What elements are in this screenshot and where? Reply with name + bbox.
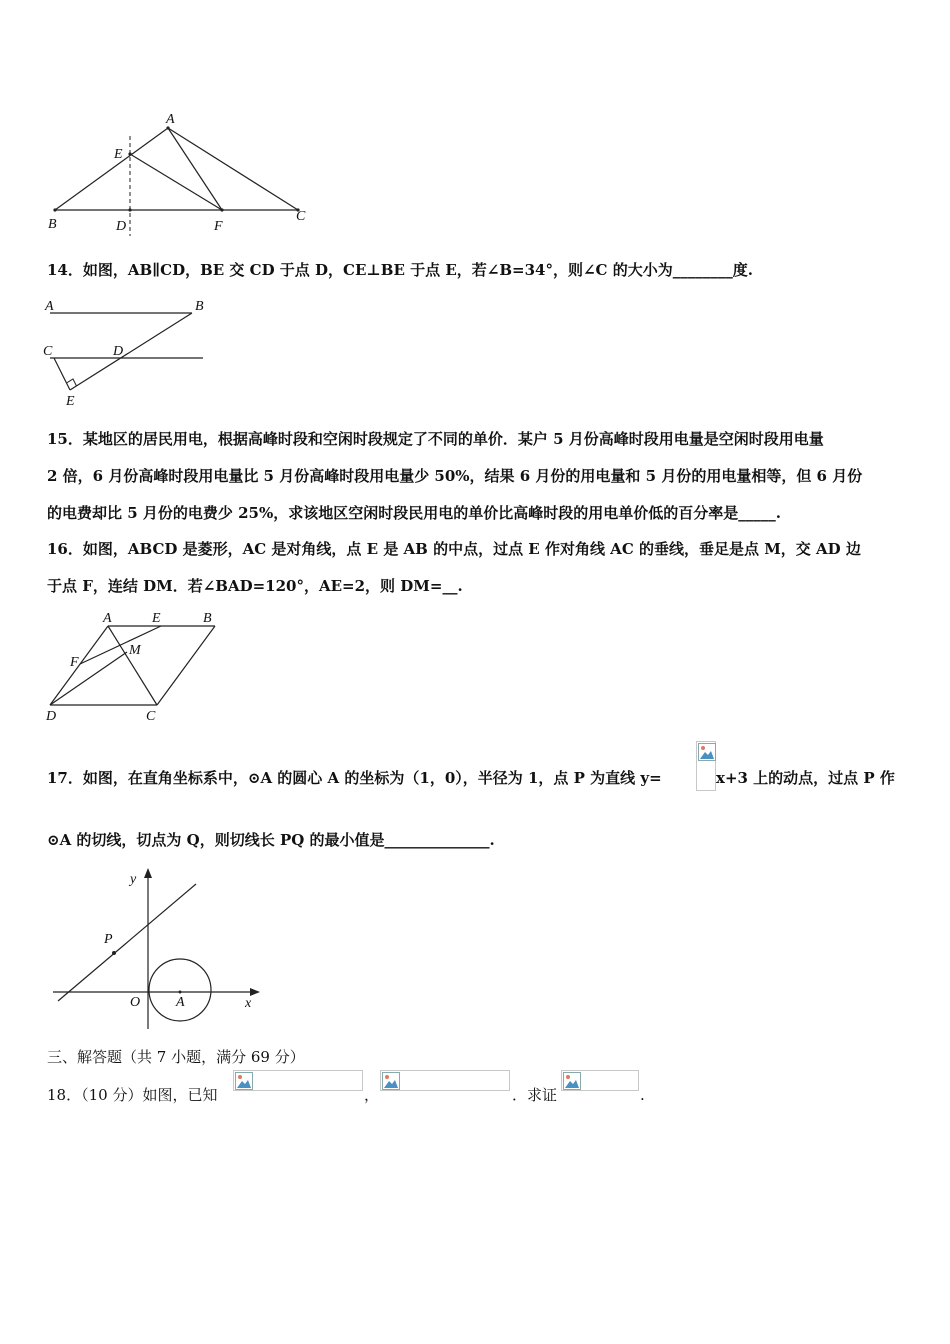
q16-rhombus-figure (40, 608, 220, 726)
q18-given-image-1 (233, 1070, 363, 1091)
q18-prefix: 18．（10 分）如图，已知 (47, 1086, 218, 1104)
label-P: P (104, 932, 113, 947)
q16-line2: 于点 F，连结 DM．若∠BAD=120°，AE=2，则 DM=__. (47, 577, 463, 595)
label-C: C (296, 209, 306, 224)
label-F: F (70, 655, 79, 670)
label-M: M (129, 643, 141, 658)
q15-line1: 15．某地区的居民用电，根据高峰时段和空闲时段规定了不同的单价．某户 5 月份高峰时段用电量是空闲时段用电量 (47, 430, 824, 448)
label-C: C (43, 344, 53, 359)
q17-slope-image (696, 741, 716, 791)
label-E: E (114, 147, 123, 162)
label-B: B (203, 611, 212, 626)
q16-line1: 16．如图，ABCD 是菱形，AC 是对角线，点 E 是 AB 的中点，过点 E 作对角线 AC 的垂线，垂足是点 M，交 AD 边 (47, 540, 861, 558)
broken-image-icon (563, 1072, 581, 1090)
label-A: A (103, 611, 112, 626)
q18-separator-2: ．求证 (512, 1086, 558, 1104)
q14-text: 14．如图，AB∥CD，BE 交 CD 于点 D，CE⊥BE 于点 E，若∠B=34°，则∠C 的大小为________度. (47, 261, 753, 279)
label-B: B (48, 217, 57, 232)
q15-line3: 的电费却比 5 月份的电费少 25%，求该地区空闲时段民用电的单价比高峰时段的用电单价低的百分率是_____. (47, 504, 781, 522)
label-B: B (195, 299, 204, 314)
label-E: E (66, 394, 75, 409)
label-x: x (245, 996, 252, 1011)
label-F: F (214, 219, 223, 234)
label-D: D (46, 709, 57, 724)
q17-line1-b: x+3 上的动点，过点 P 作 (716, 769, 895, 787)
label-O: O (130, 995, 141, 1010)
label-D: D (113, 344, 124, 359)
q17-coordinate-figure (48, 864, 268, 1034)
q17-line2: ⊙A 的切线，切点为 Q，则切线长 PQ 的最小值是______________. (47, 831, 495, 849)
broken-image-icon (698, 743, 716, 761)
label-C: C (146, 709, 156, 724)
label-A: A (166, 112, 175, 127)
label-D: D (116, 219, 127, 234)
q15-line2: 2 倍，6 月份高峰时段用电量比 5 月份高峰时段用电量少 50%，结果 6 月份的用电量和 5 月份的用电量相等，但 6 月份 (47, 467, 863, 485)
q14-parallel-lines-figure (40, 295, 220, 410)
q18-given-image-2 (380, 1070, 510, 1091)
label-A: A (45, 299, 54, 314)
q18-prove-image (561, 1070, 639, 1091)
label-E: E (152, 611, 161, 626)
broken-image-icon (382, 1072, 400, 1090)
label-y: y (130, 872, 137, 887)
broken-image-icon (235, 1072, 253, 1090)
q13-triangle-figure (40, 108, 320, 238)
q17-line1-a: 17．如图，在直角坐标系中，⊙A 的圆心 A 的坐标为（1，0），半径为 1，点 P 为直线 y= (47, 769, 662, 787)
label-A: A (176, 995, 185, 1010)
q18-end: . (640, 1086, 645, 1104)
section-3-title: 三、解答题（共 7 小题，满分 69 分） (47, 1048, 305, 1066)
q18-separator-1: ， (364, 1086, 380, 1104)
